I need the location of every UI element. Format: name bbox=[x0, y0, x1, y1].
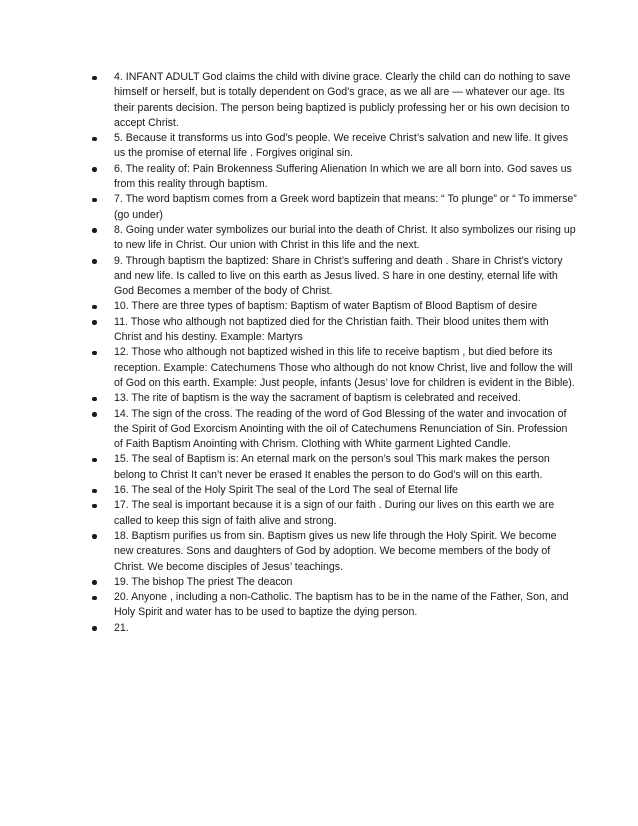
list-item bbox=[88, 452, 578, 483]
bullet-icon bbox=[92, 305, 97, 310]
list-item-text: 8. Going under water symbolizes our burial into the death of Christ. It also symbolizes our rising up to new life in Christ. Our union with Christ in this life and the next. bbox=[114, 223, 576, 252]
list-item-text: 20. Anyone , including a non-Catholic. The baptism has to be in the name of the Father, Son, and Holy Spirit and water has to be used to baptize the dying person. bbox=[114, 591, 569, 619]
list-item bbox=[88, 254, 578, 300]
list-item bbox=[88, 345, 578, 391]
list-item-text: 13. The rite of baptism is the way the sacrament of baptism is celebrated and received. bbox=[114, 392, 521, 405]
list-item-text: 15. The seal of Baptism is: An eternal mark on the person’s soul This mark makes the person belong to Christ It can’t never be erased It enables the person to do God’s will on this earth. bbox=[114, 453, 550, 481]
list-item bbox=[88, 223, 578, 254]
bullet-icon bbox=[92, 626, 97, 631]
list-item-text: 5. Because it transforms us into God’s people. We receive Christ’s salvation and new life. It gives us the promise of eternal life . Forgives original sin. bbox=[114, 132, 568, 160]
list-item bbox=[88, 162, 578, 193]
list-item-text: 11. Those who although not baptized died for the Christian faith. Their blood unites them with Christ and his destiny. Example: Martyrs bbox=[114, 315, 549, 344]
list-item-text: 16. The seal of the Holy Spirit The seal of the Lord The seal of Eternal life bbox=[114, 484, 458, 497]
list-item-text: 18. Baptism purifies us from sin. Baptism gives us new life through the Holy Spirit. We become new creatures. Sons and daughters of God by adoption. We become members of the body of Christ. We become disciples of Jesus’ teachings. bbox=[114, 529, 557, 573]
list-item-text: 12. Those who although not baptized wished in this life to receive baptism , but died before its reception. Example: Catechumens Those who although do not know Christ, live and follow the will of God on this earth. Example: Just people, infants (Jesus’ love for children is evident in the Bible). bbox=[114, 346, 575, 389]
list-item bbox=[88, 391, 578, 406]
list-item bbox=[88, 299, 578, 314]
bullet-icon bbox=[92, 534, 97, 539]
list-item bbox=[88, 407, 578, 453]
bullet-icon bbox=[92, 228, 97, 233]
list-item-text: 4. INFANT ADULT God claims the child with divine grace. Clearly the child can do nothing to save himself or herself, but is totally dependent on God's grace, as we all are — whatever our age. Its their parents decision. The person being baptized is publicly professing her or his own decision to accept Christ. bbox=[114, 71, 571, 129]
list-item bbox=[88, 131, 578, 162]
bullet-icon bbox=[92, 504, 97, 509]
list-item bbox=[88, 192, 578, 223]
list-item-text: 9. Through baptism the baptized: Share in Christ’s suffering and death . Share in Christ’s victory and new life. Is called to live on this earth as Jesus lived. S hare in one destiny, eternal life with God Becomes a member of the body of Christ. bbox=[114, 254, 563, 298]
bullet-list bbox=[88, 70, 578, 636]
list-item bbox=[88, 483, 578, 498]
list-item-text: 7. The word baptism comes from a Greek word baptizein that means: “ To plunge” or “ To immerse” (go under) bbox=[114, 193, 577, 221]
list-item-text: 10. There are three types of baptism: Baptism of water Baptism of Blood Baptism of desire bbox=[114, 300, 538, 313]
bullet-icon bbox=[92, 458, 97, 463]
list-item bbox=[88, 590, 578, 621]
bullet-icon bbox=[92, 76, 97, 81]
bullet-icon bbox=[92, 320, 97, 325]
list-item-text: 17. The seal is important because it is a sign of our faith . During our lives on this earth we are called to keep this sign of faith alive and strong. bbox=[114, 499, 555, 527]
list-item bbox=[88, 529, 578, 575]
bullet-icon bbox=[92, 397, 97, 402]
list-item-text: 6. The reality of: Pain Brokenness Suffering Alienation In which we are all born into. God saves us from this reality through baptism. bbox=[114, 162, 572, 191]
list-item bbox=[88, 498, 578, 529]
bullet-icon bbox=[92, 580, 97, 585]
bullet-icon bbox=[92, 489, 97, 494]
list-item bbox=[88, 70, 578, 131]
bullet-icon bbox=[92, 596, 97, 601]
bullet-icon bbox=[92, 198, 97, 203]
list-item-text: 14. The sign of the cross. The reading of the word of God Blessing of the water and invocation of the Spirit of God Exorcism Anointing with the oil of Catechumens Renunciation of Sin. Profession of Faith Baptism Anointing with Chrism. Clothing with White garment Lighted Candle. bbox=[114, 407, 568, 451]
list-item-text: 21. bbox=[114, 621, 129, 634]
bullet-icon bbox=[92, 167, 97, 172]
list-item bbox=[88, 575, 578, 590]
bullet-icon bbox=[92, 259, 97, 264]
bullet-icon bbox=[92, 137, 97, 142]
bullet-icon bbox=[92, 412, 97, 417]
bullet-icon bbox=[92, 351, 97, 356]
list-item-text: 19. The bishop The priest The deacon bbox=[114, 575, 293, 588]
list-item bbox=[88, 621, 578, 636]
list-item bbox=[88, 315, 578, 346]
